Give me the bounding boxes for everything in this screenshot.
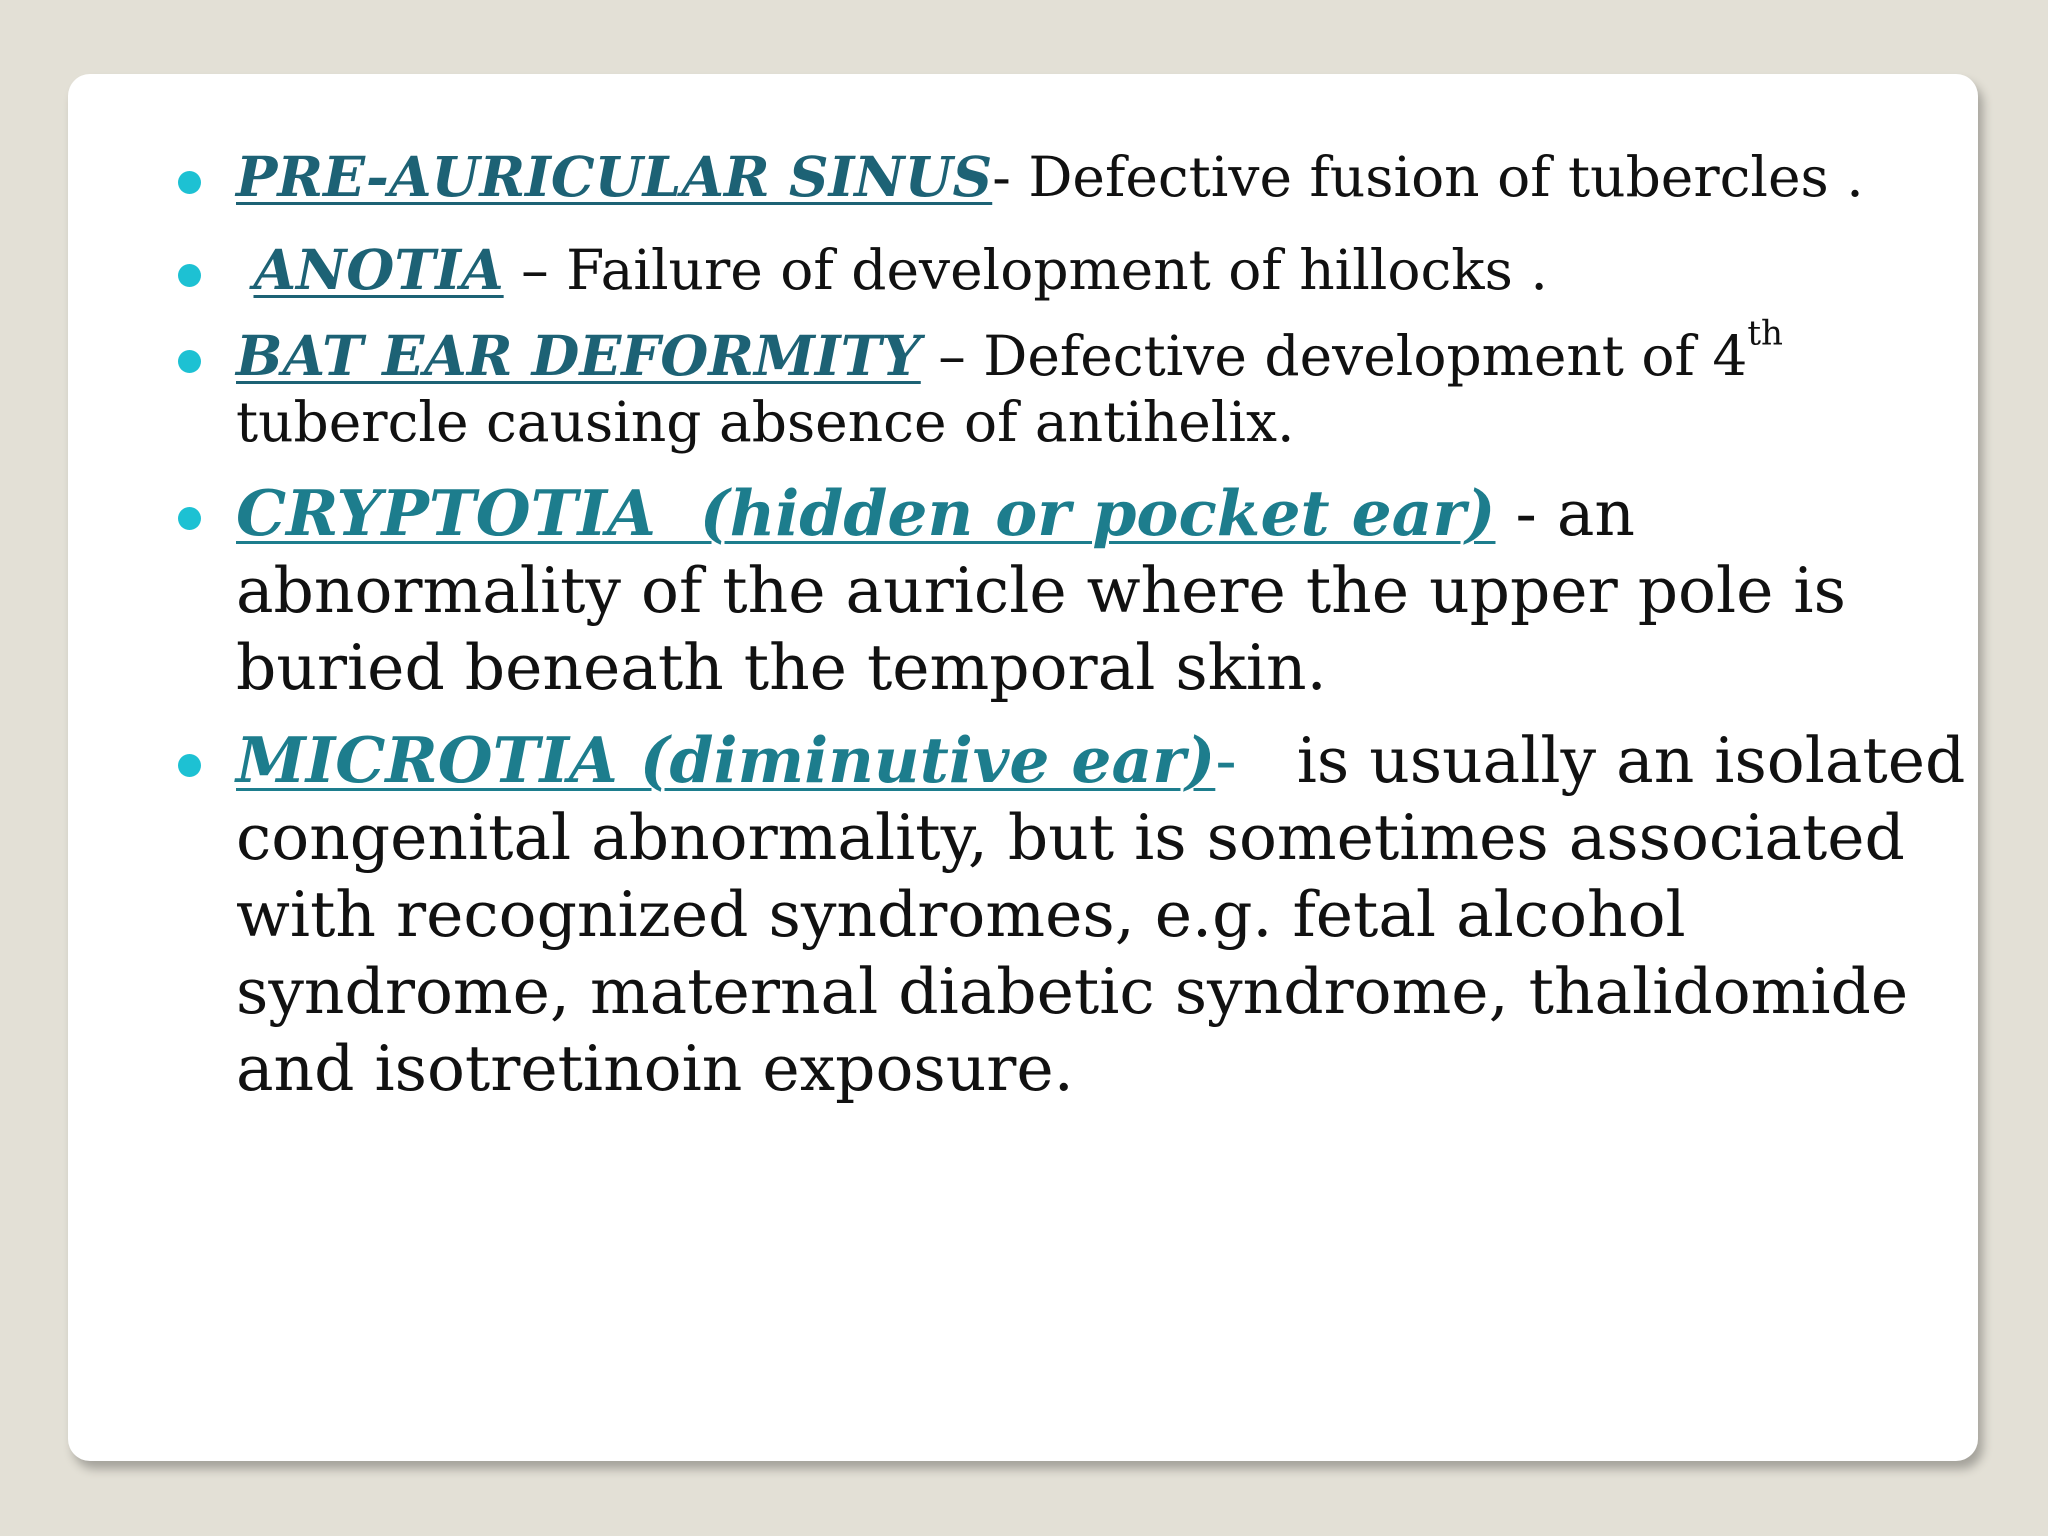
separator: - xyxy=(992,145,1029,209)
description-continued: tubercle causing absence of antihelix. xyxy=(236,390,1295,454)
list-item-bat-ear-deformity xyxy=(168,313,1988,455)
separator: – xyxy=(503,238,567,302)
separator: – xyxy=(920,324,984,388)
bullet-icon xyxy=(178,754,201,777)
description: Failure of development of hillocks . xyxy=(566,238,1548,302)
bullet-list xyxy=(168,144,1988,1107)
term-bat-ear-deformity: BAT EAR DEFORMITY xyxy=(236,323,921,388)
separator: - xyxy=(1495,477,1557,550)
separator: - xyxy=(1215,724,1237,797)
list-item-cryptotia xyxy=(168,475,1988,706)
bullet-icon xyxy=(178,264,201,287)
term-anotia: ANOTIA xyxy=(253,237,504,302)
superscript: th xyxy=(1747,313,1783,354)
term-cryptotia: CRYPTOTIA (hidden or pocket ear) xyxy=(236,476,1496,550)
bullet-icon xyxy=(178,507,201,530)
slide xyxy=(68,74,1978,1461)
bullet-icon xyxy=(178,171,201,194)
term-pre-auricular-sinus: PRE-AURICULAR SINUS xyxy=(236,144,993,209)
list-item-anotia xyxy=(168,237,1988,303)
description: Defective fusion of tubercles . xyxy=(1028,145,1864,209)
description: an abnormality of the auricle where the upper pole is buried beneath the temporal skin. xyxy=(236,477,1846,704)
list-item-pre-auricular-sinus xyxy=(168,144,1988,210)
description: Defective development of 4 xyxy=(983,324,1748,388)
list-item-microtia xyxy=(168,722,1988,1107)
bullet-icon xyxy=(178,350,201,373)
term-microtia: MICROTIA (diminutive ear) xyxy=(236,723,1216,797)
description: is usually an isolated congenital abnormality, but is sometimes associated with recognized syndromes, e.g. fetal alcohol syndrome, maternal diabetic syndrome, thalidomide and isotretinoin exposure. xyxy=(236,724,1966,1105)
